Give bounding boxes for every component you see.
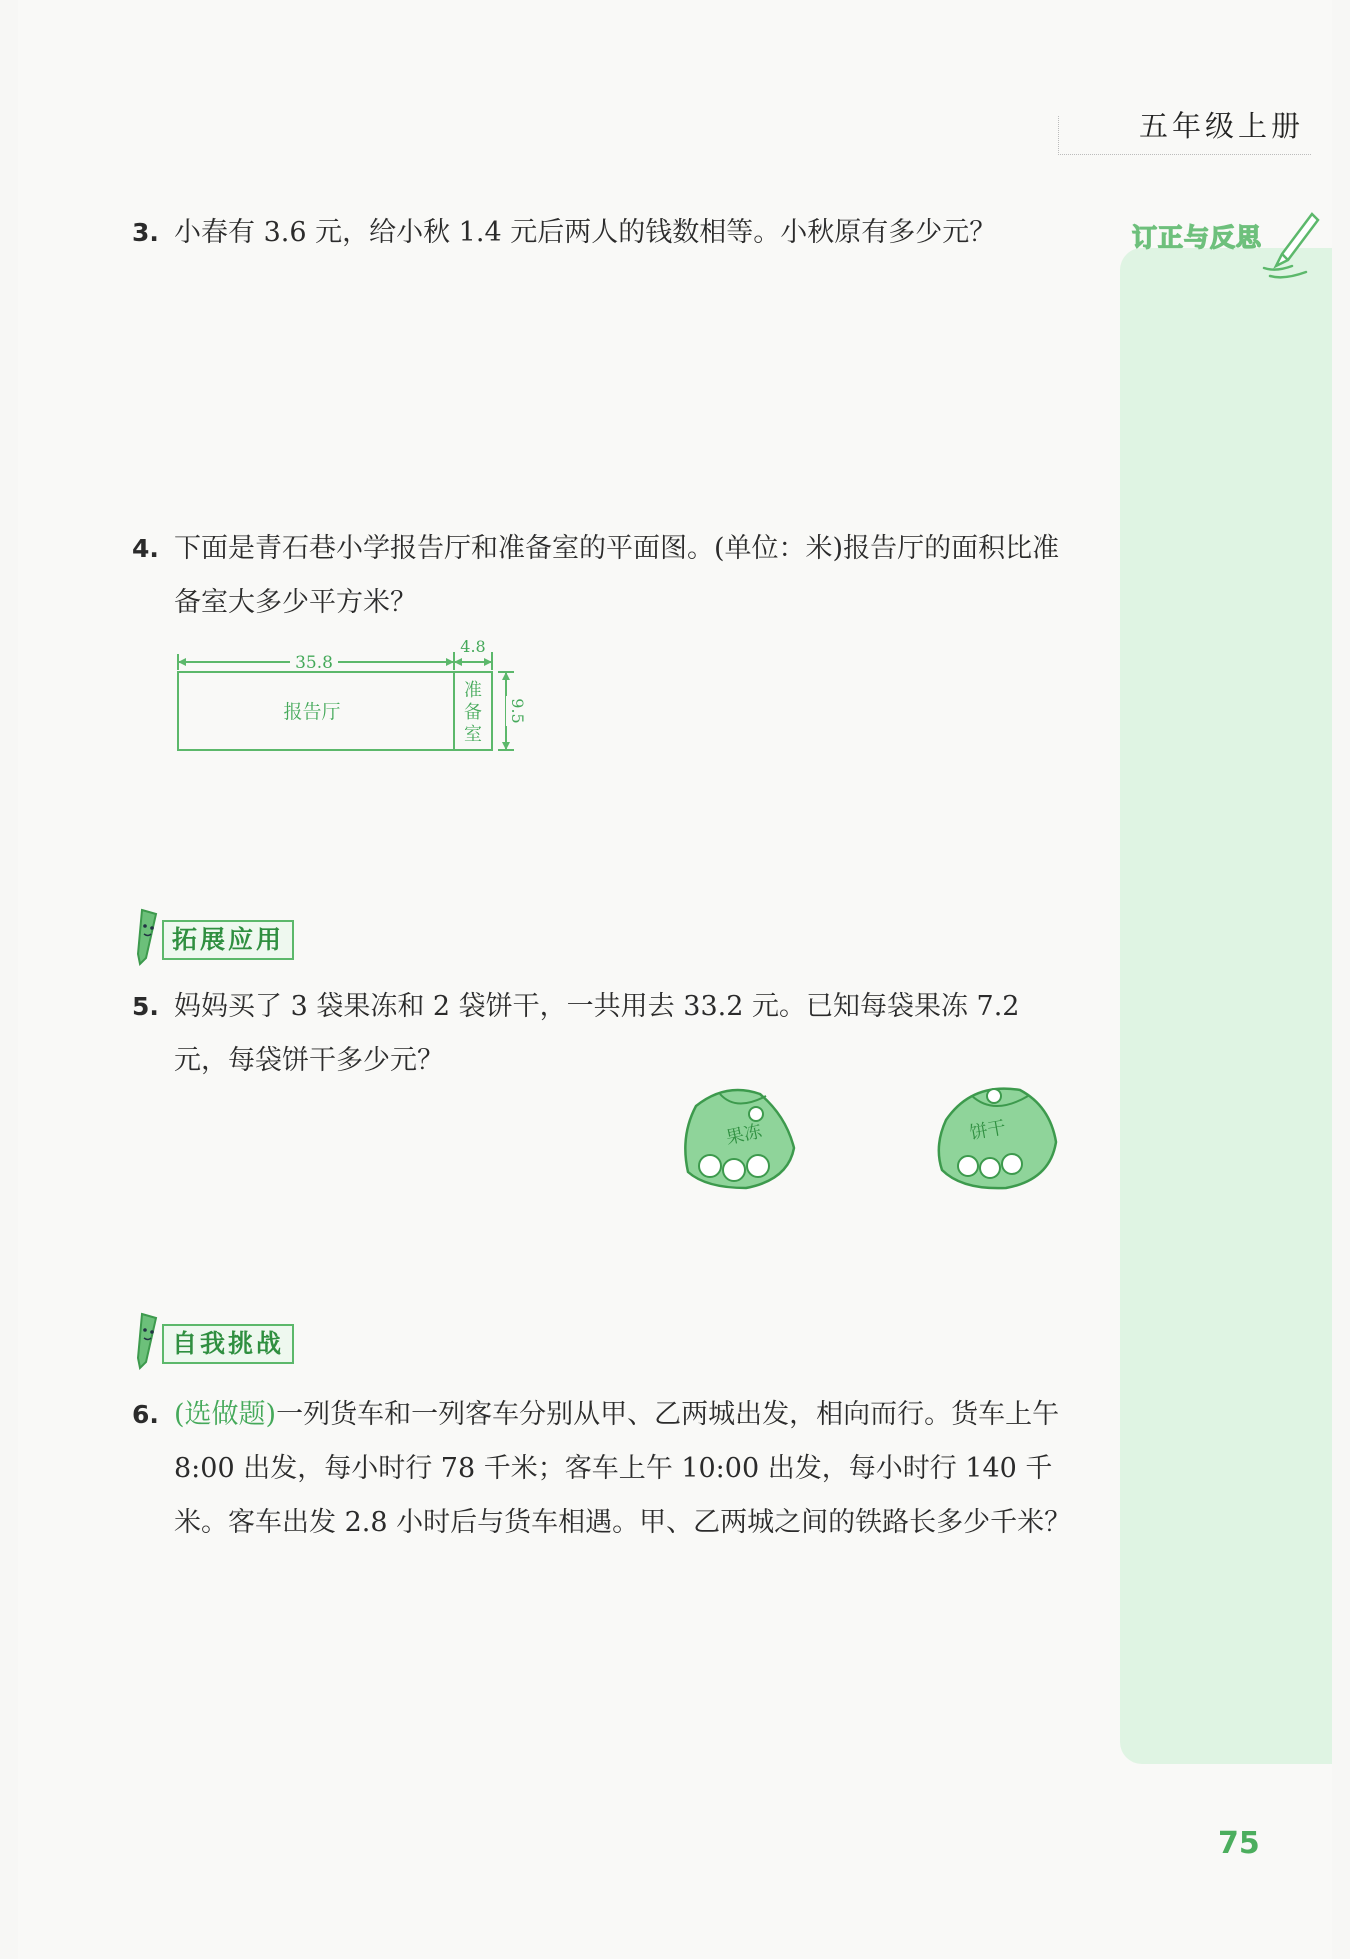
question-text: 下面是青石巷小学报告厅和准备室的平面图。(单位：米)报告厅的面积比准备室大多少平方米？: [174, 533, 1060, 618]
question-5: [132, 980, 1082, 1088]
grade-title: 五年级上册: [1138, 109, 1304, 143]
question-text: 一列货车和一列客车分别从甲、乙两城出发，相向而行。货车上午 8:00 出发，每小时行 78 千米；客车上午 10:00 出发，每小时行 140 千米。客车出发 2.8 小时后与货车相遇。甲、乙两城之间的铁路长多少千米？: [174, 1399, 1072, 1538]
question-number: 3.: [132, 218, 159, 247]
pen-icon: [1262, 210, 1322, 282]
prep-label-1: 准: [464, 680, 482, 701]
hall-label: 报告厅: [283, 701, 341, 723]
pencil-icon: [132, 906, 164, 968]
question-3: [132, 206, 1082, 260]
hall-length-label: 35.8: [295, 653, 333, 673]
cookie-label: 饼干: [968, 1117, 1008, 1144]
section-title: 自我挑战: [162, 1324, 294, 1364]
prep-label-2: 备: [464, 702, 482, 723]
section-title: 拓展应用: [162, 920, 294, 960]
floor-plan-diagram: [172, 640, 532, 760]
prep-label-3: 室: [464, 724, 482, 745]
question-6-text: [174, 1388, 1082, 1550]
question-text: 小春有 3.6 元，给小秋 1.4 元后两人的钱数相等。小秋原有多少元？: [174, 217, 997, 248]
question-4: [132, 522, 1082, 630]
question-text: 妈妈买了 3 袋果冻和 2 袋饼干，一共用去 33.2 元。已知每袋果冻 7.2 元，每袋饼干多少元？: [174, 991, 1020, 1076]
snack-bags-illustration: [676, 1076, 1076, 1196]
page-number: 75: [1218, 1826, 1260, 1861]
question-6: [132, 1388, 1082, 1550]
question-number: 6.: [132, 1400, 159, 1429]
optional-hint: (选做题): [174, 1399, 277, 1430]
question-number: 4.: [132, 534, 159, 563]
sidebar-title: 订正与反思: [1132, 223, 1263, 252]
question-number: 5.: [132, 992, 159, 1021]
pencil-icon: [132, 1310, 164, 1372]
section-challenge: [132, 1318, 332, 1364]
jelly-label: 果冻: [724, 1120, 764, 1149]
height-label: 9.5: [508, 698, 527, 724]
section-extend: [132, 914, 332, 960]
cookie-bag-icon: [939, 1089, 1056, 1189]
jelly-bag-icon: [685, 1090, 794, 1188]
correction-sidebar: [1120, 248, 1332, 1764]
prep-width-label: 4.8: [460, 640, 486, 656]
